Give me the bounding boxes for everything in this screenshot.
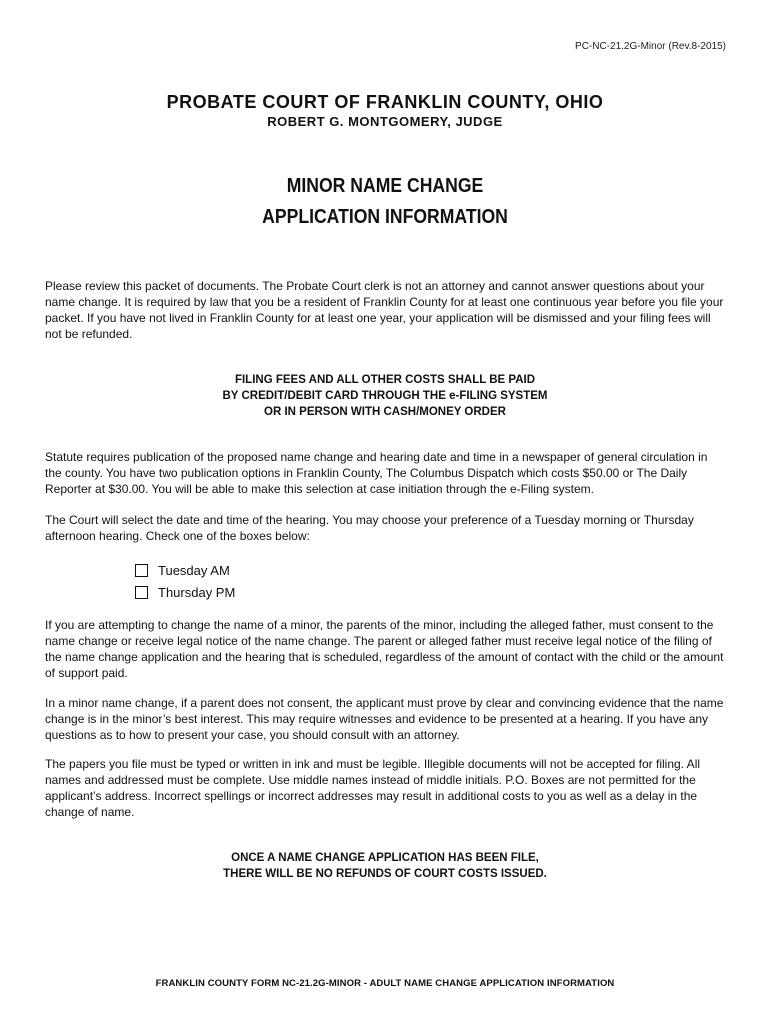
thursday-checkbox[interactable] xyxy=(135,586,148,599)
judge-name: ROBERT G. MONTGOMERY, JUDGE xyxy=(267,114,503,129)
document-title-line1: MINOR NAME CHANGE xyxy=(286,175,484,197)
papers-paragraph: The papers you file must be typed or written in ink and must be legible. Illegible documents will not be accepted for filing. All names and addressed must be complete. Use middle names instead of middle initials. P.O. Boxes are not permitted for the applicant’s address. Incorrect spellings or incorrect addresses may result in additional costs to you as well as a delay in the change of name. xyxy=(45,757,701,819)
hearing-paragraph: The Court will select the date and time of the hearing. You may choose your preference of a Tuesday morning or Thursday afternoon hearing. Check one of the boxes below: xyxy=(45,513,694,543)
consent-paragraph: If you are attempting to change the name of a minor, the parents of the minor, including the alleged father, must consent to the name change or receive legal notice of the name change. The parent or alleged father must receive legal notice of the filing of the name change application and the hearing that is scheduled, regardless of the amount of contact with the child or the amount of support paid. xyxy=(45,618,724,680)
fees-notice xyxy=(0,372,770,420)
tuesday-option[interactable] xyxy=(135,563,230,578)
fees-line-1: FILING FEES AND ALL OTHER COSTS SHALL BE PAID xyxy=(234,374,536,386)
tuesday-label: Tuesday AM xyxy=(158,563,230,578)
refund-line-1: ONCE A NAME CHANGE APPLICATION HAS BEEN FILE, xyxy=(231,852,539,864)
tuesday-checkbox[interactable] xyxy=(135,564,148,577)
page-footer: FRANKLIN COUNTY FORM NC-21.2G-MINOR - ADULT NAME CHANGE APPLICATION INFORMATION xyxy=(155,978,615,989)
thursday-label: Thursday PM xyxy=(158,585,236,600)
refund-notice xyxy=(0,850,770,882)
court-name: PROBATE COURT OF FRANKLIN COUNTY, OHIO xyxy=(166,92,604,112)
intro-paragraph: Please review this packet of documents. The Probate Court clerk is not an attorney and cannot answer questions about your name change. It is required by law that you be a resident of Franklin County for at least one continuous year before you file your packet. If you have not lived in Franklin County for at least one year, your application will be dismissed and your filing fees will not be refunded. xyxy=(45,279,724,341)
fees-line-3: OR IN PERSON WITH CASH/MONEY ORDER xyxy=(264,406,506,418)
refund-line-2: THERE WILL BE NO REFUNDS OF COURT COSTS ISSUED. xyxy=(223,868,547,880)
publication-paragraph: Statute requires publication of the proposed name change and hearing date and time in a newspaper of general circulation in the county. You have two publication options in Franklin County, The Columbus Dispatch which costs $50.00 or The Daily Reporter at $30.00. You will be able to make this selection at case initiation through the e-Filing system. xyxy=(45,450,708,496)
document-title-line2: APPLICATION INFORMATION xyxy=(262,206,508,228)
thursday-option[interactable] xyxy=(135,585,235,600)
fees-line-2: BY CREDIT/DEBIT CARD THROUGH THE e-FILING SYSTEM xyxy=(222,390,548,402)
form-id: PC-NC-21.2G-Minor (Rev.8-2015) xyxy=(575,41,726,52)
evidence-paragraph: In a minor name change, if a parent does not consent, the applicant must prove by clear and convincing evidence that the name change is in the minor’s best interest. This may require witnesses and evidence to be presented at a hearing. If you have any questions as to how to present your case, you should consult with an attorney. xyxy=(45,696,724,742)
